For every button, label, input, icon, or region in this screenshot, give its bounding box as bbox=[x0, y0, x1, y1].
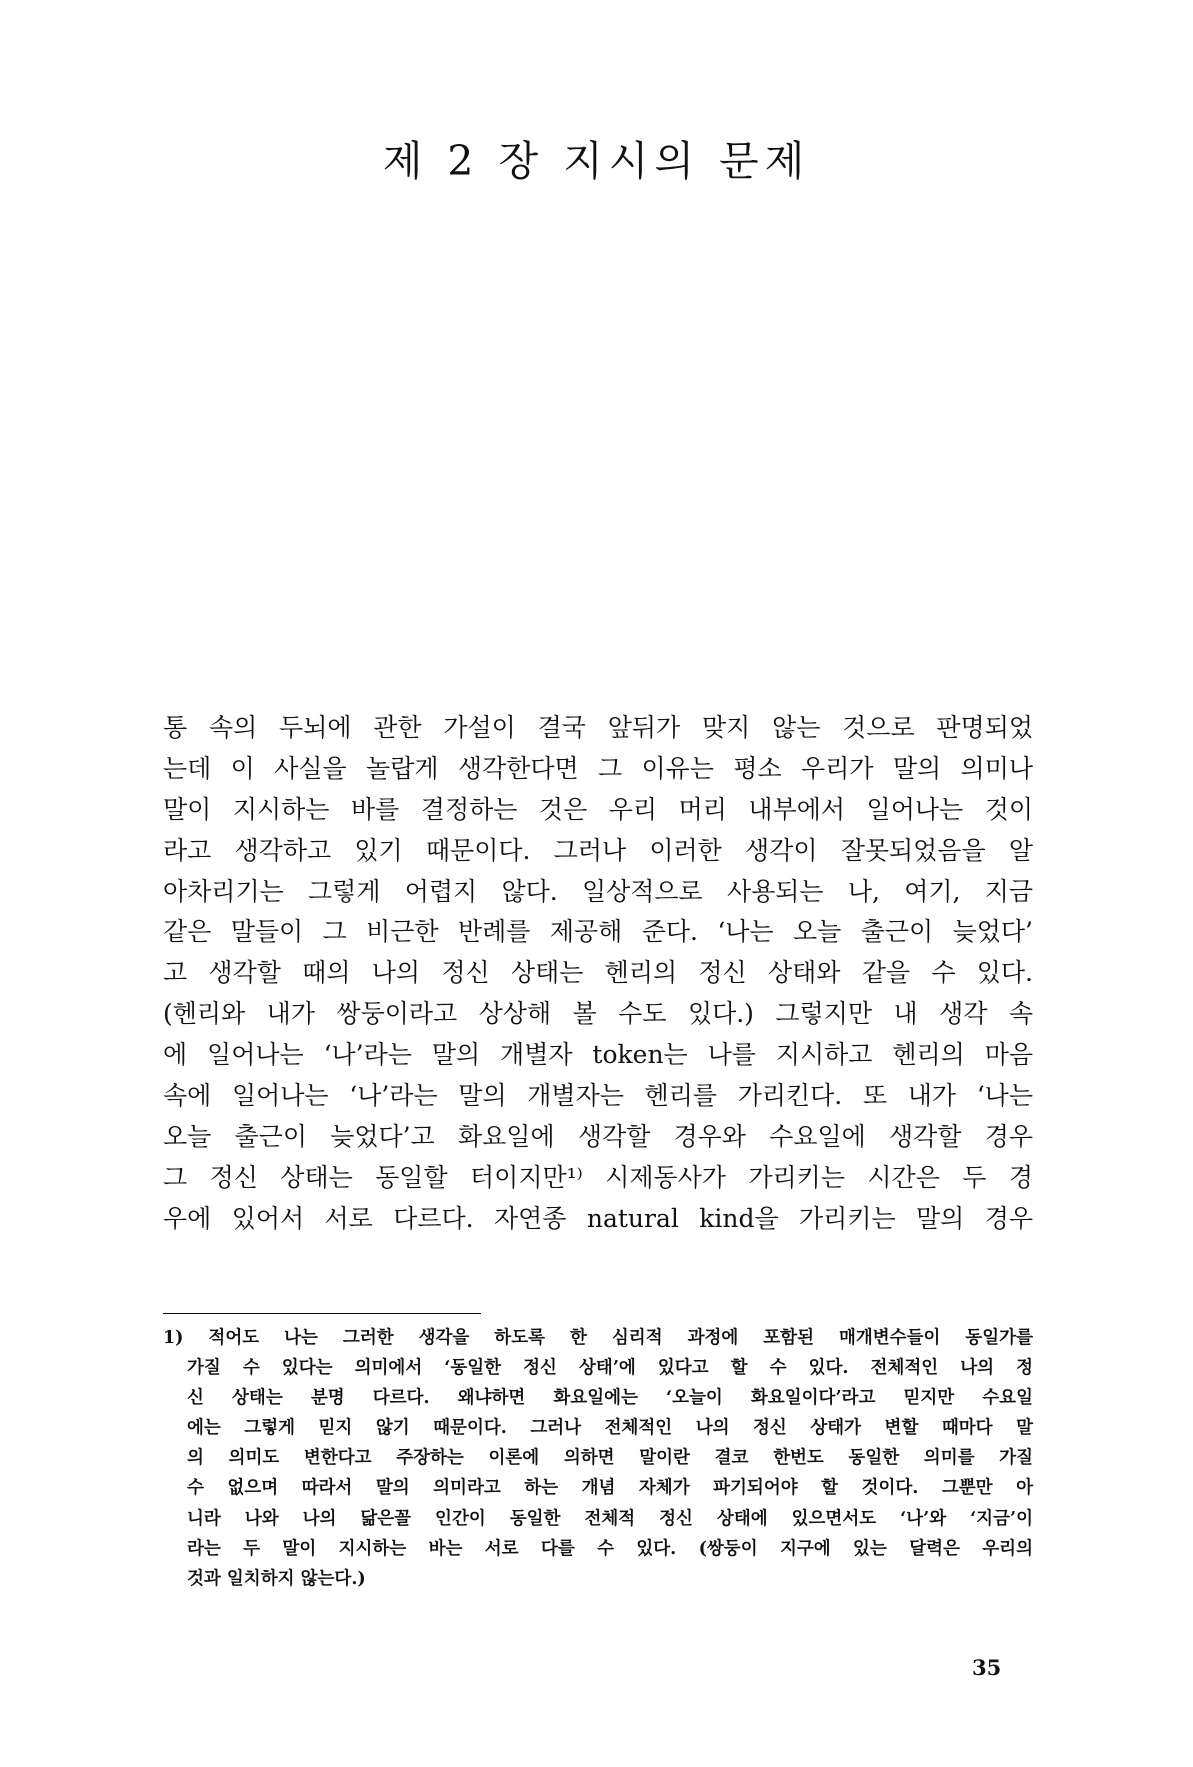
footnote-line: 수 없으며 따라서 말의 의미라고 하는 개념 자체가 파기되어야 할 것이다. 그뿐만 아 bbox=[187, 1478, 1033, 1499]
footnote-line: 1) 적어도 나는 그러한 생각을 하도록 한 심리적 과정에 포함된 매개변수들이 동일가를 bbox=[163, 1328, 1033, 1348]
body-line: 그 정신 상태는 동일할 터이지만¹⁾ 시제동사가 가리키는 시간은 두 경 bbox=[163, 1162, 1033, 1192]
body-line: 말이 지시하는 바를 결정하는 것은 우리 머리 내부에서 일어나는 것이 bbox=[163, 794, 1033, 824]
chapter-title: 제 2 장 지시의 문제 bbox=[382, 137, 811, 185]
body-line: 라고 생각하고 있기 때문이다. 그러나 이러한 생각이 잘못되었음을 알 bbox=[163, 835, 1033, 865]
footnote-divider bbox=[163, 1313, 481, 1314]
body-line: 오늘 출근이 늦었다’고 화요일에 생각할 경우와 수요일에 생각할 경우 bbox=[163, 1121, 1033, 1151]
body-line: 우에 있어서 서로 다르다. 자연종 natural kind을 가리키는 말의 경우 bbox=[163, 1203, 1033, 1233]
footnote-line: 니라 나와 나의 닮은꼴 인간이 동일한 전체적 정신 상태에 있으면서도 ‘나’와 ‘지금’이 bbox=[187, 1508, 1033, 1529]
body-line: 아차리기는 그렇게 어렵지 않다. 일상적으로 사용되는 나, 여기, 지금 bbox=[163, 876, 1033, 906]
body-line: 고 생각할 때의 나의 정신 상태는 헨리의 정신 상태와 같을 수 있다. bbox=[163, 958, 1033, 988]
footnote-line: 신 상태는 분명 다르다. 왜냐하면 화요일에는 ‘오늘이 화요일이다’라고 믿지만 수요일 bbox=[187, 1388, 1033, 1409]
body-line: 통 속의 두뇌에 관한 가설이 결국 앞뒤가 맞지 않는 것으로 판명되었 bbox=[163, 713, 1033, 742]
body-line: 에 일어나는 ‘나’라는 말의 개별자 token는 나를 지시하고 헨리의 마음 bbox=[163, 1040, 1033, 1070]
footnote-line: 것과 일치하지 않는다.) bbox=[187, 1568, 366, 1589]
footnote-line: 라는 두 말이 지시하는 바는 서로 다를 수 있다. (쌍둥이 지구에 있는 달력은 우리의 bbox=[187, 1538, 1033, 1559]
footnote-line: 에는 그렇게 믿지 않기 때문이다. 그러나 전체적인 나의 정신 상태가 변할 때마다 말 bbox=[187, 1418, 1033, 1439]
page-number: 35 bbox=[972, 1655, 1002, 1680]
body-line: (헨리와 내가 쌍둥이라고 상상해 볼 수도 있다.) 그렇지만 내 생각 속 bbox=[163, 999, 1033, 1029]
footnote-line: 가질 수 있다는 의미에서 ‘동일한 정신 상태’에 있다고 할 수 있다. 전체적인 나의 정 bbox=[187, 1358, 1033, 1379]
body-line: 같은 말들이 그 비근한 반례를 제공해 준다. ‘나는 오늘 출근이 늦었다’ bbox=[163, 917, 1033, 947]
body-text bbox=[163, 708, 1033, 1240]
footnote bbox=[163, 1323, 1033, 1594]
body-line: 는데 이 사실을 놀랍게 생각한다면 그 이유는 평소 우리가 말의 의미나 bbox=[163, 753, 1033, 783]
footnote-line: 의 의미도 변한다고 주장하는 이론에 의하면 말이란 결코 한번도 동일한 의미를 가질 bbox=[187, 1448, 1033, 1469]
body-line: 속에 일어나는 ‘나’라는 말의 개별자는 헨리를 가리킨다. 또 내가 ‘나는 bbox=[163, 1081, 1033, 1111]
